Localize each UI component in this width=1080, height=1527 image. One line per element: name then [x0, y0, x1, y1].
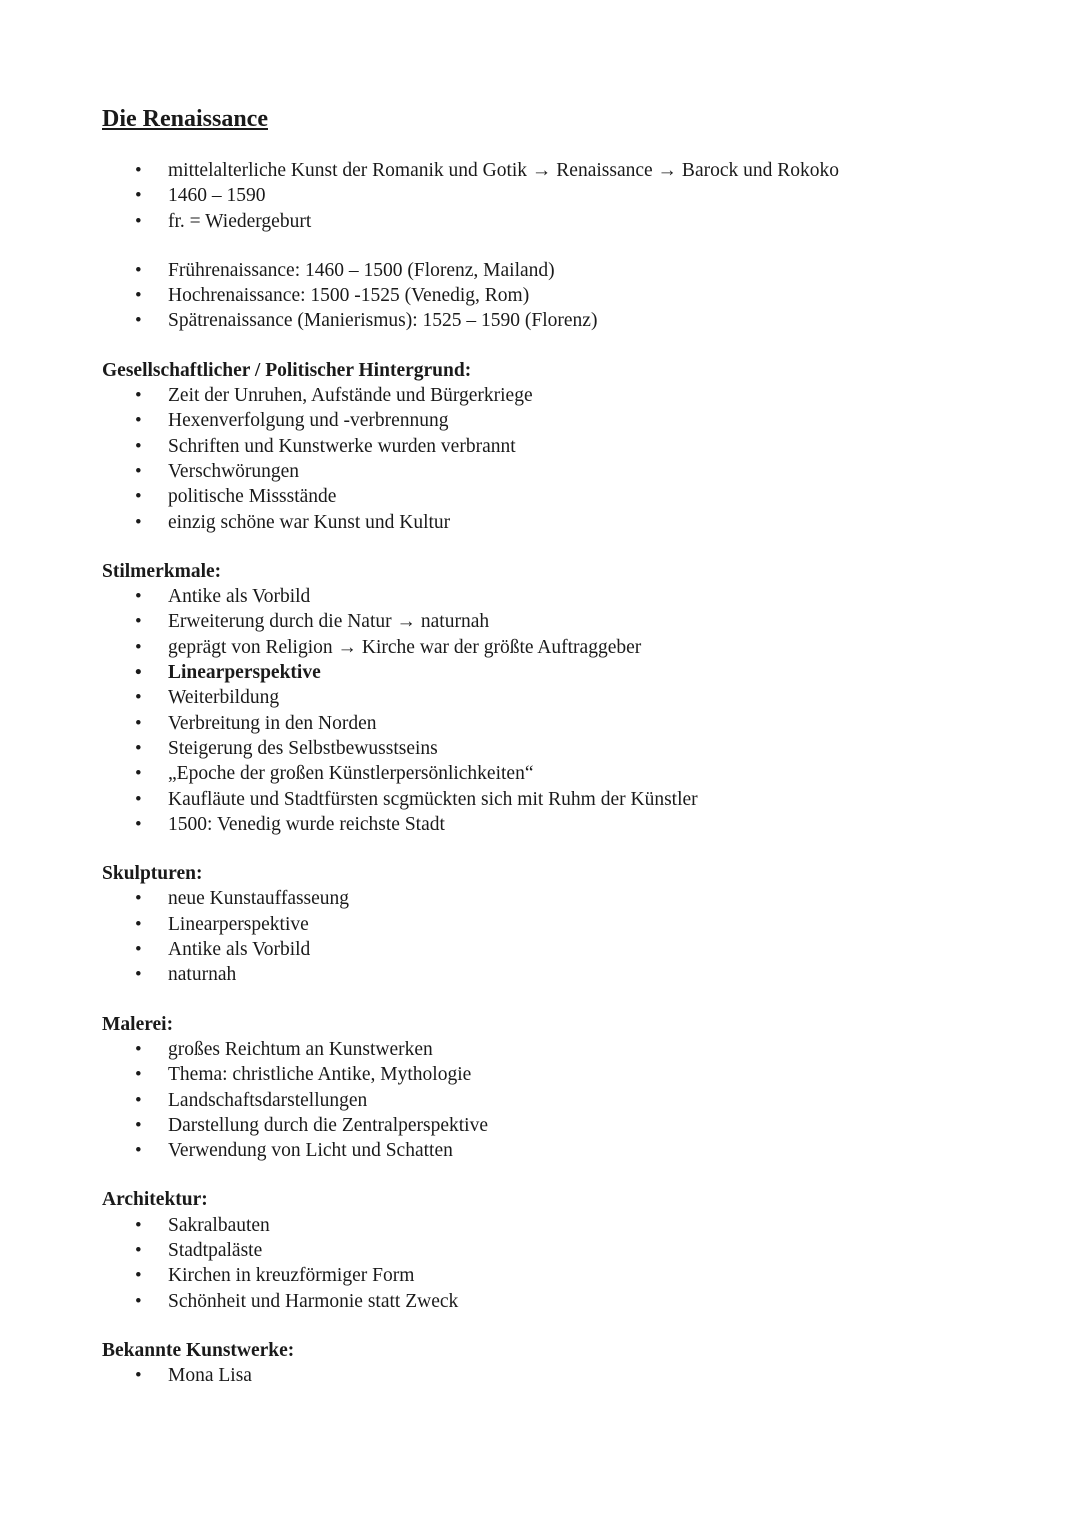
- section-sculptures: [102, 861, 1002, 987]
- list-item: • Weiterbildung: [102, 685, 1002, 710]
- section-list: [102, 886, 1002, 987]
- list-item: • Darstellung durch die Zentralperspektive: [102, 1113, 1002, 1138]
- list-item: • Thema: christliche Antike, Mythologie: [102, 1062, 1002, 1087]
- section-list: [102, 1363, 1002, 1388]
- periods-list: [102, 258, 1002, 334]
- list-item: • 1500: Venedig wurde reichste Stadt: [102, 812, 1002, 837]
- list-item: • Hochrenaissance: 1500 -1525 (Venedig, Rom): [102, 283, 1002, 308]
- section-heading: Bekannte Kunstwerke:: [102, 1339, 295, 1361]
- section-list: [102, 383, 1002, 535]
- section-heading: Gesellschaftlicher / Politischer Hintergrund:: [102, 359, 472, 381]
- list-item: • Verwendung von Licht und Schatten: [102, 1138, 1002, 1163]
- list-item: • mittelalterliche Kunst der Romanik und Gotik → Renaissance → Barock und Rokoko: [102, 158, 1002, 183]
- section-heading: Stilmerkmale:: [102, 560, 222, 582]
- list-item: • Linearperspektive: [102, 912, 1002, 937]
- intro-list: [102, 158, 1002, 234]
- list-item: • neue Kunstauffasseung: [102, 886, 1002, 911]
- list-item: • fr. = Wiedergeburt: [102, 209, 1002, 234]
- list-item: • Zeit der Unruhen, Aufstände und Bürgerkriege: [102, 383, 1002, 408]
- list-item: • Hexenverfolgung und -verbrennung: [102, 408, 1002, 433]
- section-list: [102, 1213, 1002, 1314]
- list-item: • geprägt von Religion → Kirche war der größte Auftraggeber: [102, 635, 1002, 660]
- list-item: • einzig schöne war Kunst und Kultur: [102, 510, 1002, 535]
- list-item: • naturnah: [102, 962, 1002, 987]
- list-item: • Kirchen in kreuzförmiger Form: [102, 1263, 1002, 1288]
- list-item: • Linearperspektive: [102, 660, 1002, 685]
- list-item: • großes Reichtum an Kunstwerken: [102, 1037, 1002, 1062]
- section-list: [102, 584, 1002, 837]
- list-item: • Schönheit und Harmonie statt Zweck: [102, 1289, 1002, 1314]
- section-heading: Skulpturen:: [102, 863, 203, 885]
- list-item: • Spätrenaissance (Manierismus): 1525 – 1590 (Florenz): [102, 308, 1002, 333]
- section-heading: Architektur:: [102, 1189, 208, 1211]
- list-item: • Erweiterung durch die Natur → naturnah: [102, 609, 1002, 634]
- section-background: [102, 358, 1002, 535]
- list-item: • Verschwörungen: [102, 459, 1002, 484]
- list-item: • Mona Lisa: [102, 1363, 1002, 1388]
- list-item: • Steigerung des Selbstbewusstseins: [102, 736, 1002, 761]
- section-heading: Malerei:: [102, 1013, 174, 1035]
- section-style-features: [102, 559, 1002, 837]
- section-architecture: [102, 1187, 1002, 1313]
- section-artworks: [102, 1338, 1002, 1389]
- section-painting: [102, 1012, 1002, 1164]
- list-item: • „Epoche der großen Künstlerpersönlichkeiten“: [102, 761, 1002, 786]
- list-item: • Stadtpaläste: [102, 1238, 1002, 1263]
- list-item: • Schriften und Kunstwerke wurden verbrannt: [102, 434, 1002, 459]
- section-list: [102, 1037, 1002, 1163]
- list-item: • Antike als Vorbild: [102, 937, 1002, 962]
- list-item: • Frührenaissance: 1460 – 1500 (Florenz, Mailand): [102, 258, 1002, 283]
- list-item: • Verbreitung in den Norden: [102, 711, 1002, 736]
- page-title: Die Renaissance: [102, 106, 268, 132]
- list-item: • Antike als Vorbild: [102, 584, 1002, 609]
- list-item: • 1460 – 1590: [102, 183, 1002, 208]
- document-body: [102, 102, 1002, 1388]
- list-item: • politische Missstände: [102, 484, 1002, 509]
- list-item: • Kaufläute und Stadtfürsten scgmückten sich mit Ruhm der Künstler: [102, 787, 1002, 812]
- list-item: • Landschaftsdarstellungen: [102, 1088, 1002, 1113]
- list-item: • Sakralbauten: [102, 1213, 1002, 1238]
